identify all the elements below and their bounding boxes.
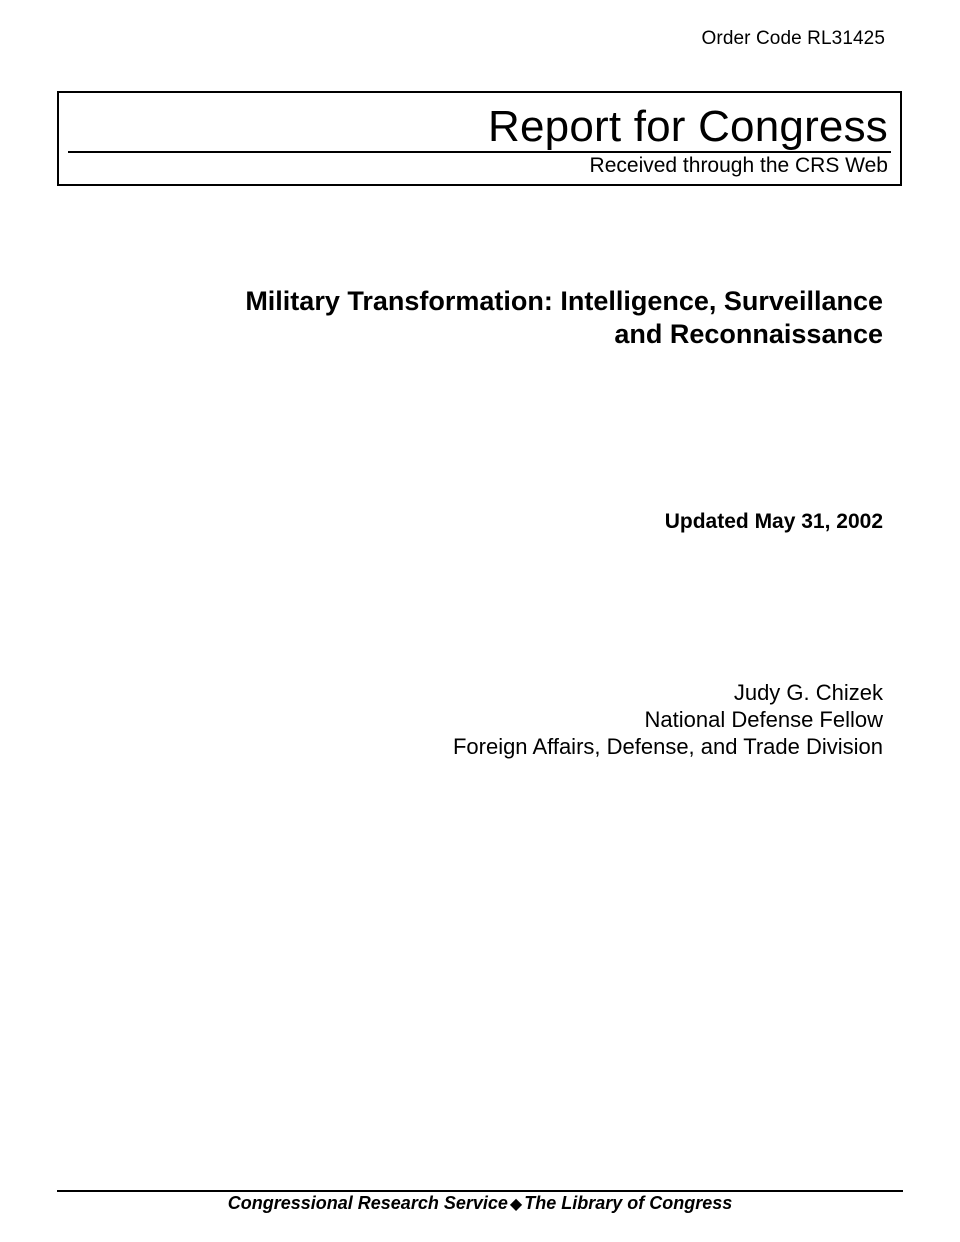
document-title-line-2: and Reconnaissance xyxy=(614,319,883,349)
footer xyxy=(57,1193,903,1214)
author-position: National Defense Fellow xyxy=(644,707,883,732)
author-block xyxy=(453,679,883,760)
order-code: Order Code RL31425 xyxy=(701,28,885,49)
report-header-box xyxy=(57,91,902,186)
report-title: Report for Congress xyxy=(488,102,888,151)
received-line: Received through the CRS Web xyxy=(589,154,888,177)
footer-loc: The Library of Congress xyxy=(524,1193,733,1213)
document-title-line-1: Military Transformation: Intelligence, Surveillance xyxy=(245,286,883,316)
author-division: Foreign Affairs, Defense, and Trade Division xyxy=(452,734,883,759)
footer-divider xyxy=(57,1190,903,1192)
updated-date: Updated May 31, 2002 xyxy=(664,510,883,533)
author-name: Judy G. Chizek xyxy=(733,680,883,705)
document-title xyxy=(123,285,883,351)
header-divider xyxy=(68,151,891,153)
diamond-icon: ◆ xyxy=(509,1196,523,1213)
footer-crs: Congressional Research Service xyxy=(227,1193,508,1213)
